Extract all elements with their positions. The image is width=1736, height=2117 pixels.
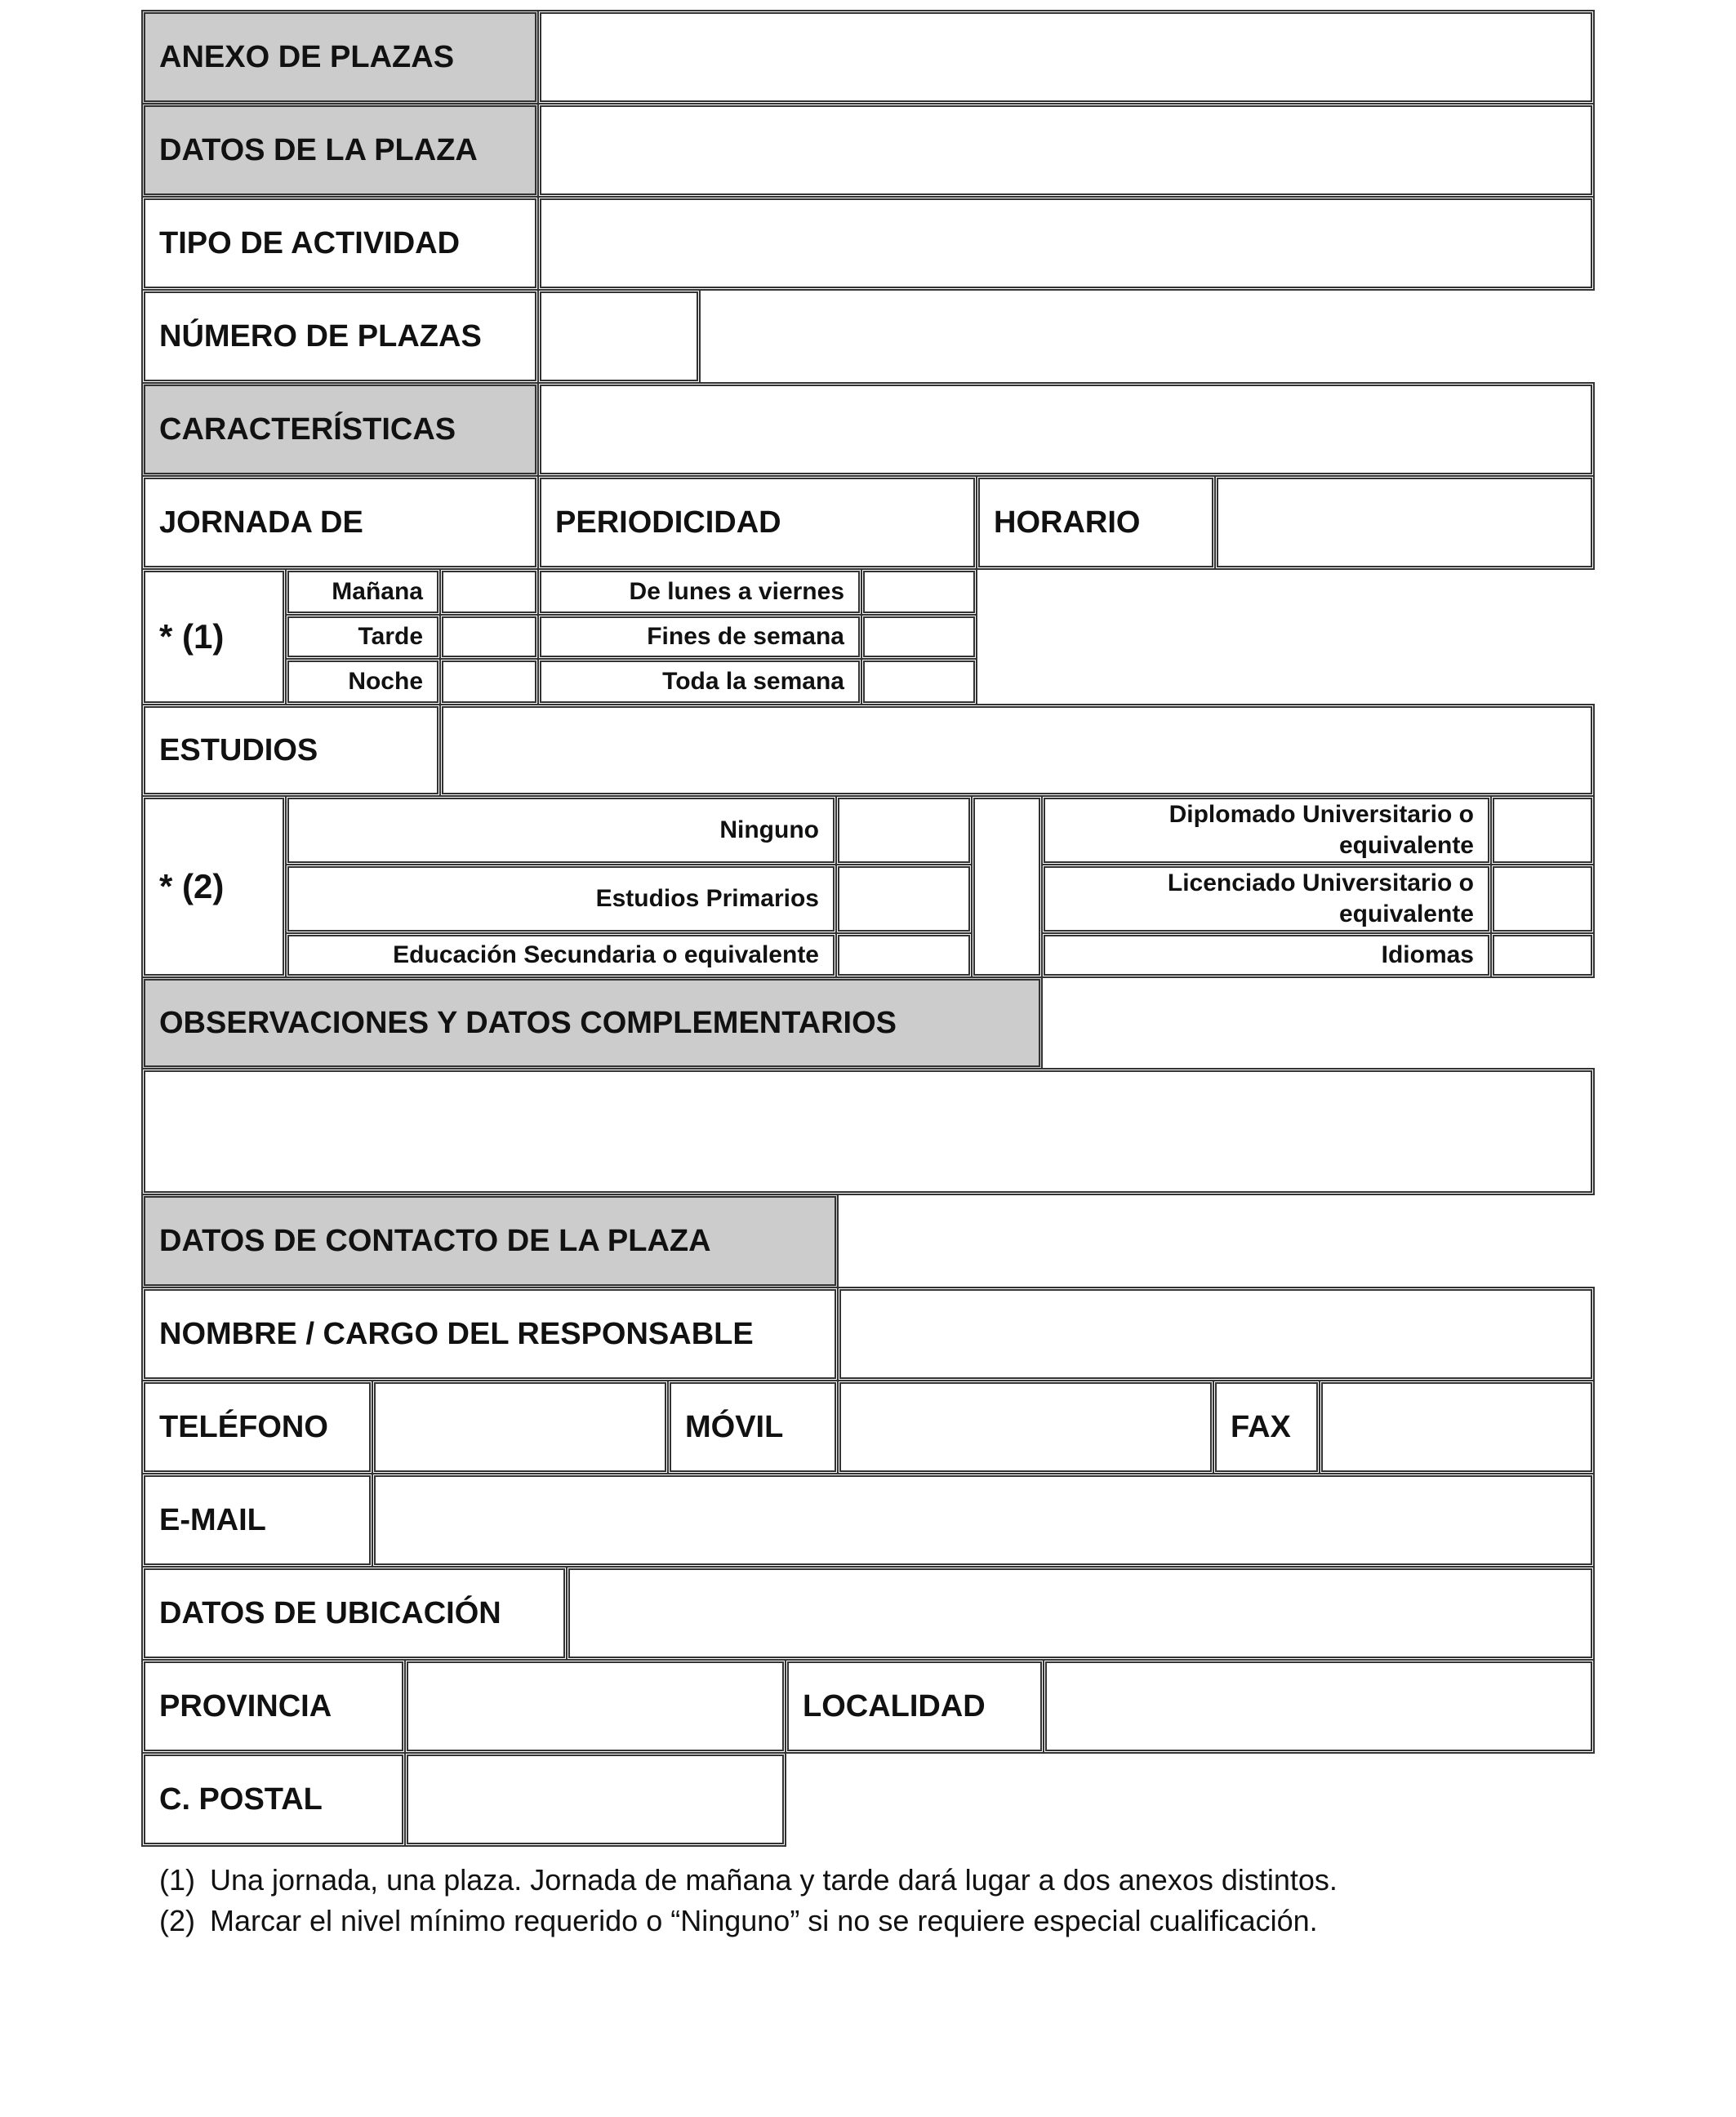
estudios-primarios-label: Estudios Primarios xyxy=(595,885,819,912)
anexo-de-plazas-label: ANEXO DE PLAZAS xyxy=(159,39,455,74)
nombre-cargo-field[interactable] xyxy=(837,1287,1595,1381)
observaciones-label: OBSERVACIONES Y DATOS COMPLEMENTARIOS xyxy=(159,1005,897,1040)
fines-semana-label: Fines de semana xyxy=(647,623,844,650)
footnote-2-number: (2) xyxy=(159,1904,195,1937)
estudios-spacer-cell xyxy=(971,795,1043,978)
datos-ubicacion-label: DATOS DE UBICACIÓN xyxy=(159,1595,501,1630)
nombre-cargo-label: NOMBRE / CARGO DEL RESPONSABLE xyxy=(159,1316,754,1351)
lunes-viernes-label: De lunes a viernes xyxy=(629,578,844,605)
numero-de-plazas-label: NÚMERO DE PLAZAS xyxy=(159,318,482,354)
datos-contacto-label: DATOS DE CONTACTO DE LA PLAZA xyxy=(159,1223,711,1258)
footnote-1-text: Una jornada, una plaza. Jornada de mañana y tarde dará lugar a dos anexos distintos. xyxy=(210,1863,1338,1897)
horario-label: HORARIO xyxy=(994,505,1141,540)
datos-de-la-plaza-field[interactable] xyxy=(537,103,1595,198)
fax-field[interactable] xyxy=(1319,1380,1595,1474)
localidad-label: LOCALIDAD xyxy=(803,1688,986,1723)
toda-semana-label: Toda la semana xyxy=(662,668,844,695)
localidad-field[interactable] xyxy=(1043,1659,1595,1754)
tarde-checkbox[interactable] xyxy=(439,614,539,660)
c-postal-label: C. POSTAL xyxy=(159,1781,323,1817)
idiomas-label: Idiomas xyxy=(1381,941,1474,968)
jornada-de-label: JORNADA DE xyxy=(159,505,363,540)
footnote-2-text: Marcar el nivel mínimo requerido o “Ninguno” si no se requiere especial cualificación. xyxy=(210,1904,1318,1937)
secundaria-checkbox[interactable] xyxy=(835,932,973,978)
ref2-label: * (2) xyxy=(159,867,225,905)
provincia-field[interactable] xyxy=(404,1659,786,1754)
tipo-de-actividad-field[interactable] xyxy=(537,196,1595,291)
c-postal-field[interactable] xyxy=(404,1752,786,1847)
estudios-field[interactable] xyxy=(439,704,1595,797)
ninguno-checkbox[interactable] xyxy=(835,795,973,865)
movil-field[interactable] xyxy=(837,1380,1214,1474)
noche-label: Noche xyxy=(348,668,423,695)
telefono-label: TELÉFONO xyxy=(159,1409,328,1444)
provincia-label: PROVINCIA xyxy=(159,1688,332,1723)
caracteristicas-label: CARACTERÍSTICAS xyxy=(159,411,456,447)
fines-semana-checkbox[interactable] xyxy=(861,614,977,660)
caracteristicas-field[interactable] xyxy=(537,382,1595,477)
periodicidad-label: PERIODICIDAD xyxy=(555,505,781,540)
manana-checkbox[interactable] xyxy=(439,568,539,616)
observaciones-field[interactable] xyxy=(141,1068,1595,1195)
email-label: E-MAIL xyxy=(159,1502,266,1537)
footnote-1-number: (1) xyxy=(159,1863,195,1897)
estudios-primarios-checkbox[interactable] xyxy=(835,864,973,934)
ref1-label: * (1) xyxy=(159,617,225,656)
telefono-field[interactable] xyxy=(372,1380,669,1474)
estudios-label: ESTUDIOS xyxy=(159,732,318,767)
manana-label: Mañana xyxy=(332,578,423,605)
ninguno-label: Ninguno xyxy=(719,816,819,843)
datos-de-la-plaza-label: DATOS DE LA PLAZA xyxy=(159,132,478,167)
secundaria-label: Educación Secundaria o equivalente xyxy=(393,941,819,968)
tipo-de-actividad-label: TIPO DE ACTIVIDAD xyxy=(159,225,461,260)
movil-label: MÓVIL xyxy=(685,1409,784,1444)
noche-checkbox[interactable] xyxy=(439,658,539,705)
email-field[interactable] xyxy=(372,1473,1595,1568)
anexo-de-plazas-field[interactable] xyxy=(537,10,1595,105)
fax-label: FAX xyxy=(1231,1409,1291,1444)
diplomado-label: Diplomado Universitario o equivalente xyxy=(1168,801,1474,859)
diplomado-checkbox[interactable] xyxy=(1490,795,1595,865)
datos-ubicacion-field[interactable] xyxy=(566,1566,1595,1661)
licenciado-label: Licenciado Universitario o equivalente xyxy=(1167,869,1474,927)
footnote-2 xyxy=(159,1904,1318,1938)
idiomas-checkbox[interactable] xyxy=(1490,932,1595,978)
licenciado-checkbox[interactable] xyxy=(1490,864,1595,934)
lunes-viernes-checkbox[interactable] xyxy=(861,568,977,616)
footnote-1 xyxy=(159,1863,1338,1897)
toda-semana-checkbox[interactable] xyxy=(861,658,977,705)
tarde-label: Tarde xyxy=(358,623,423,650)
numero-de-plazas-field[interactable] xyxy=(537,289,701,384)
horario-field[interactable] xyxy=(1214,475,1595,570)
